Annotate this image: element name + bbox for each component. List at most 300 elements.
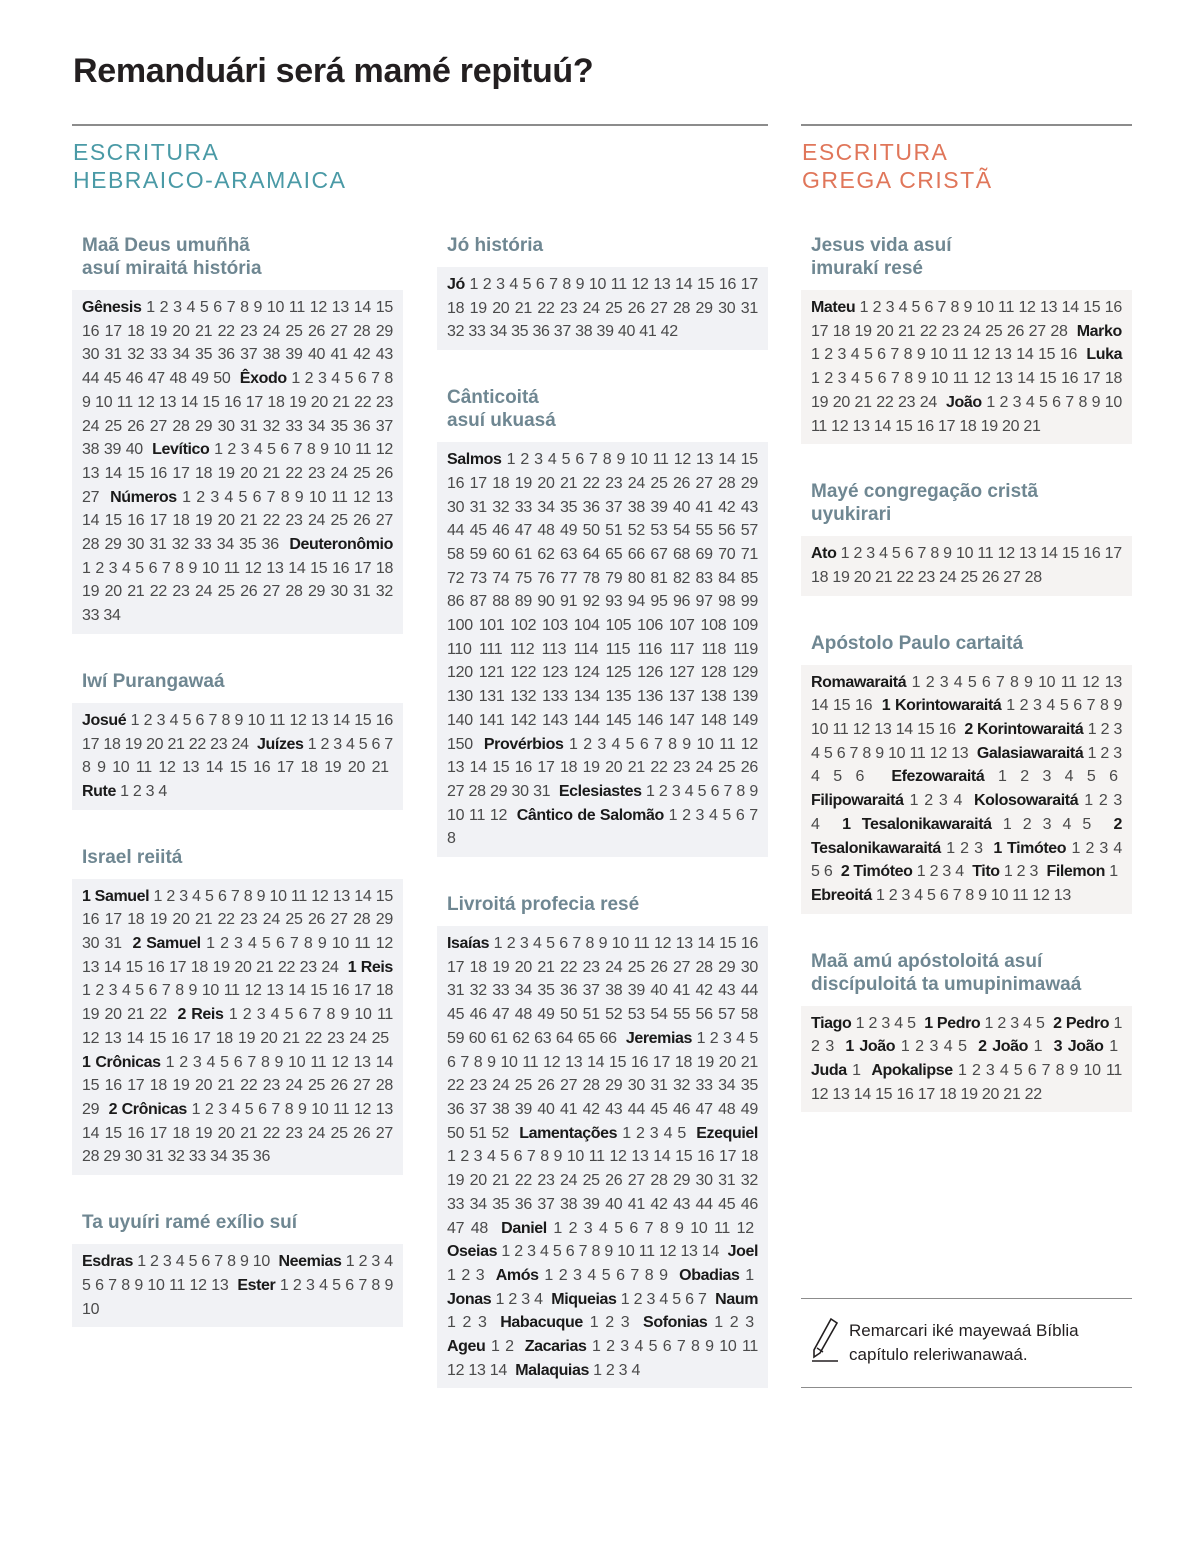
chapter-number[interactable]: 32 (167, 1148, 185, 1166)
chapter-number[interactable]: 32 (492, 498, 510, 516)
chapter-number[interactable]: 1 (745, 1266, 754, 1284)
chapter-number[interactable]: 38 (559, 1195, 578, 1213)
chapter-number[interactable]: 82 (672, 569, 691, 587)
chapter-number[interactable]: 26 (375, 464, 393, 482)
chapter-number[interactable]: 6 (201, 1253, 211, 1271)
chapter-number[interactable]: 26 (353, 1124, 371, 1142)
chapter-number[interactable]: 18 (832, 322, 850, 340)
chapter-number[interactable]: 27 (695, 474, 713, 492)
chapter-number[interactable]: 19 (82, 1006, 100, 1024)
chapter-number[interactable]: 21 (240, 1124, 258, 1142)
chapter-number[interactable]: 20 (194, 1077, 213, 1095)
chapter-number[interactable]: 3 (519, 935, 529, 953)
chapter-number[interactable]: 12 (631, 276, 649, 293)
chapter-number[interactable]: 16 (147, 958, 165, 976)
chapter-number[interactable]: 20 (146, 735, 164, 753)
chapter-number[interactable]: 22 (896, 568, 914, 586)
chapter-number[interactable]: 1 (997, 768, 1007, 786)
chapter-number[interactable]: 18 (127, 911, 145, 929)
chapter-number[interactable]: 1 (291, 370, 300, 388)
chapter-number[interactable]: 1 (696, 1029, 706, 1047)
chapter-number[interactable]: 22 (919, 322, 938, 340)
chapter-number[interactable]: 1 (1109, 1038, 1118, 1056)
chapter-number[interactable]: 3 (695, 806, 705, 824)
chapter-number[interactable]: 5 (1036, 1014, 1045, 1032)
chapter-number[interactable]: 10 (201, 559, 220, 577)
chapter-number[interactable]: 14 (489, 1361, 507, 1379)
chapter-number[interactable]: 1 (1003, 863, 1013, 881)
chapter-number[interactable]: 28 (582, 1077, 600, 1095)
chapter-number[interactable]: 13 (311, 711, 329, 729)
chapter-number[interactable]: 16 (224, 393, 242, 411)
chapter-number[interactable]: 9 (659, 1266, 668, 1284)
chapter-number[interactable]: 6 (252, 488, 262, 506)
chapter-number[interactable]: 9 (978, 886, 987, 904)
chapter-number[interactable]: 9 (875, 744, 884, 762)
chapter-number[interactable]: 41 (695, 498, 713, 516)
chapter-number[interactable]: 11 (652, 451, 669, 469)
chapter-number[interactable]: 6 (275, 935, 285, 953)
chapter-number[interactable]: 28 (353, 911, 371, 929)
chapter-number[interactable]: 7 (917, 545, 927, 563)
chapter-number[interactable]: 37 (537, 1195, 555, 1213)
chapter-number[interactable]: 11 (522, 1053, 539, 1071)
chapter-number[interactable]: 25 (330, 1124, 348, 1142)
chapter-number[interactable]: 28 (353, 322, 371, 340)
chapter-number[interactable]: 1 (875, 886, 885, 904)
chapter-number[interactable]: 9 (234, 711, 244, 729)
chapter-number[interactable]: 21 (559, 474, 578, 492)
chapter-number[interactable]: 5 (811, 863, 820, 881)
chapter-number[interactable]: 1 (811, 370, 820, 388)
chapter-number[interactable]: 89 (514, 593, 532, 611)
chapter-number[interactable]: 2 (204, 1100, 214, 1118)
chapter-number[interactable]: 3 (825, 1038, 834, 1056)
chapter-number[interactable]: 44 (695, 1195, 713, 1213)
chapter-number[interactable]: 7 (460, 1053, 469, 1071)
chapter-number[interactable]: 3 (974, 839, 983, 857)
chapter-number[interactable]: 4 (659, 1290, 669, 1308)
chapter-number[interactable]: 4 (547, 451, 557, 469)
chapter-number[interactable]: 5 (891, 545, 901, 563)
chapter-number[interactable]: 17 (276, 759, 295, 777)
chapter-number[interactable]: 95 (650, 593, 668, 611)
chapter-number[interactable]: 23 (299, 958, 317, 976)
chapter-number[interactable]: 2 (872, 299, 882, 316)
chapter-number[interactable]: 3 (371, 1253, 381, 1271)
chapter-number[interactable]: 40 (650, 982, 668, 1000)
chapter-number[interactable]: 9 (705, 1338, 714, 1356)
chapter-number[interactable]: 13 (994, 346, 1012, 364)
chapter-number[interactable]: 6 (823, 863, 833, 881)
chapter-number[interactable]: 49 (559, 522, 578, 540)
chapter-number[interactable]: 8 (306, 441, 316, 459)
chapter-number[interactable]: 17 (469, 474, 487, 492)
chapter-number[interactable]: 20 (347, 759, 366, 777)
chapter-number[interactable]: 74 (492, 569, 510, 587)
chapter-number[interactable]: 9 (384, 1276, 394, 1294)
chapter-number[interactable]: 10 (617, 1243, 635, 1261)
chapter-number[interactable]: 27 (559, 1077, 578, 1095)
chapter-number[interactable]: 5 (625, 735, 635, 753)
chapter-number[interactable]: 13 (951, 744, 969, 762)
chapter-number[interactable]: 8 (240, 299, 249, 316)
chapter-number[interactable]: 20 (718, 1053, 736, 1071)
chapter-number[interactable]: 42 (582, 1100, 600, 1118)
chapter-number[interactable]: 27 (149, 417, 167, 435)
chapter-number[interactable]: 40 (537, 1100, 555, 1118)
chapter-number[interactable]: 9 (274, 1053, 284, 1071)
chapter-number[interactable]: 18 (190, 958, 209, 976)
chapter-number[interactable]: 5 (199, 299, 209, 316)
chapter-number[interactable]: 6 (1073, 697, 1082, 715)
chapter-number[interactable]: 22 (1024, 1085, 1042, 1103)
chapter-number[interactable]: 20 (469, 1172, 487, 1190)
chapter-number[interactable]: 16 (718, 276, 737, 293)
chapter-number[interactable]: 30 (627, 1077, 645, 1095)
chapter-number[interactable]: 19 (696, 1053, 715, 1071)
chapter-number[interactable]: 19 (469, 299, 487, 317)
chapter-number[interactable]: 6 (217, 887, 227, 905)
chapter-number[interactable]: 49 (740, 1100, 758, 1118)
chapter-number[interactable]: 27 (262, 583, 280, 601)
chapter-number[interactable]: 141 (478, 711, 505, 729)
chapter-number[interactable]: 7 (226, 299, 236, 316)
chapter-number[interactable]: 1 (469, 276, 479, 293)
chapter-number[interactable]: 25 (627, 958, 645, 976)
chapter-number[interactable]: 38 (82, 441, 100, 459)
chapter-number[interactable]: 19 (149, 322, 167, 340)
chapter-number[interactable]: 50 (582, 522, 600, 540)
chapter-number[interactable]: 34 (514, 982, 532, 1000)
chapter-number[interactable]: 3 (939, 673, 949, 691)
chapter-number[interactable]: 1 (191, 1100, 201, 1118)
chapter-number[interactable]: 12 (1018, 299, 1036, 316)
chapter-number[interactable]: 22 (559, 958, 578, 976)
chapter-number[interactable]: 2 (915, 1038, 924, 1056)
chapter-number[interactable]: 28 (672, 299, 691, 317)
chapter-number[interactable]: 6 (575, 451, 584, 469)
chapter-number[interactable]: 21 (854, 393, 872, 411)
chapter-number[interactable]: 21 (127, 1006, 145, 1024)
chapter-number[interactable]: 105 (605, 617, 632, 635)
chapter-number[interactable]: 6 (939, 886, 949, 904)
chapter-number[interactable]: 13 (82, 464, 100, 482)
chapter-number[interactable]: 17 (718, 1148, 737, 1166)
chapter-number[interactable]: 12 (972, 346, 990, 364)
chapter-number[interactable]: 15 (104, 1124, 122, 1142)
chapter-number[interactable]: 17 (447, 958, 465, 976)
chapter-number[interactable]: 36 (559, 982, 578, 1000)
chapter-number[interactable]: 3 (473, 1148, 483, 1166)
chapter-number[interactable]: 2 (227, 441, 236, 459)
chapter-number[interactable]: 4 (169, 711, 179, 729)
chapter-number[interactable]: 113 (541, 640, 567, 658)
chapter-number[interactable]: 1 (493, 935, 503, 953)
chapter-number[interactable]: 66 (627, 545, 645, 563)
chapter-number[interactable]: 26 (627, 299, 645, 317)
chapter-number[interactable]: 3 (938, 792, 948, 810)
chapter-number[interactable]: 35 (239, 536, 257, 554)
chapter-number[interactable]: 99 (740, 593, 758, 611)
chapter-number[interactable]: 45 (469, 522, 487, 540)
chapter-number[interactable]: 34 (307, 417, 326, 435)
chapter-number[interactable]: 13 (1019, 545, 1037, 563)
chapter-number[interactable]: 24 (330, 464, 348, 482)
chapter-number[interactable]: 31 (533, 782, 551, 800)
chapter-number[interactable]: 8 (175, 559, 184, 577)
chapter-number[interactable]: 35 (559, 498, 578, 516)
chapter-number[interactable]: 4 (999, 1062, 1009, 1080)
chapter-number[interactable]: 2 (606, 1338, 615, 1356)
chapter-number[interactable]: 7 (644, 1219, 654, 1237)
chapter-number[interactable]: 44 (627, 1100, 645, 1118)
chapter-number[interactable]: 1 (447, 1314, 456, 1332)
chapter-number[interactable]: 11 (951, 346, 968, 364)
chapter-number[interactable]: 25 (605, 299, 623, 317)
chapter-number[interactable]: 11 (719, 735, 736, 753)
chapter-number[interactable]: 29 (307, 583, 326, 601)
chapter-number[interactable]: 38 (605, 982, 623, 1000)
chapter-number[interactable]: 10 (147, 1276, 165, 1294)
chapter-number[interactable]: 9 (1069, 1062, 1079, 1080)
chapter-number[interactable]: 5 (1059, 697, 1069, 715)
chapter-number[interactable]: 6 (904, 545, 914, 563)
chapter-number[interactable]: 12 (543, 1053, 561, 1071)
chapter-number[interactable]: 28 (172, 417, 190, 435)
chapter-number[interactable]: 41 (559, 1100, 578, 1118)
chapter-number[interactable]: 18 (811, 568, 829, 586)
chapter-number[interactable]: 9 (1091, 393, 1101, 411)
chapter-number[interactable]: 12 (929, 744, 947, 762)
chapter-number[interactable]: 29 (718, 958, 736, 976)
chapter-number[interactable]: 31 (718, 1172, 736, 1190)
chapter-number[interactable]: 26 (537, 1077, 555, 1095)
chapter-number[interactable]: 4 (121, 559, 131, 577)
chapter-number[interactable]: 32 (447, 323, 465, 341)
chapter-number[interactable]: 13 (332, 887, 350, 905)
chapter-number[interactable]: 28 (695, 958, 713, 976)
chapter-number[interactable]: 7 (247, 1053, 256, 1071)
chapter-number[interactable]: 7 (589, 451, 598, 469)
chapter-number[interactable]: 18 (127, 322, 145, 340)
chapter-number[interactable]: 8 (227, 1253, 236, 1271)
chapter-number[interactable]: 1 (1087, 744, 1097, 762)
chapter-number[interactable]: 4 (611, 735, 621, 753)
chapter-number[interactable]: 126 (637, 664, 663, 682)
chapter-number[interactable]: 5 (863, 346, 873, 364)
chapter-number[interactable]: 13 (832, 1085, 850, 1103)
chapter-number[interactable]: 33 (468, 323, 486, 341)
chapter-number[interactable]: 31 (740, 299, 758, 317)
chapter-number[interactable]: 3 (210, 488, 219, 506)
chapter-number[interactable]: 3 (885, 299, 895, 316)
chapter-number[interactable]: 68 (672, 545, 691, 563)
chapter-number[interactable]: 22 (447, 1077, 465, 1095)
chapter-number[interactable]: 5 (1038, 393, 1048, 411)
chapter-number[interactable]: 10 (1083, 1062, 1101, 1080)
chapter-number[interactable]: 146 (637, 711, 663, 729)
chapter-number[interactable]: 18 (375, 559, 394, 577)
chapter-number[interactable]: 16 (447, 474, 465, 492)
chapter-number[interactable]: 69 (695, 545, 713, 563)
chapter-number[interactable]: 59 (469, 545, 487, 563)
chapter-number[interactable]: 24 (194, 583, 213, 601)
chapter-number[interactable]: 39 (650, 498, 668, 516)
chapter-number[interactable]: 14 (1017, 370, 1035, 388)
chapter-number[interactable]: 9 (239, 1253, 249, 1271)
chapter-number[interactable]: 11 (469, 806, 486, 824)
chapter-number[interactable]: 2 (358, 1253, 368, 1271)
chapter-number[interactable]: 25 (650, 474, 668, 492)
chapter-number[interactable]: 71 (740, 545, 758, 563)
chapter-number[interactable]: 85 (740, 569, 758, 587)
chapter-number[interactable]: 1 (1109, 863, 1118, 881)
chapter-number[interactable]: 5 (907, 1014, 916, 1032)
chapter-number[interactable]: 20 (104, 1006, 122, 1024)
chapter-number[interactable]: 5 (911, 299, 921, 316)
chapter-number[interactable]: 48 (718, 1100, 736, 1118)
chapter-number[interactable]: 17 (245, 393, 263, 411)
chapter-number[interactable]: 15 (1083, 299, 1101, 316)
chapter-number[interactable]: 128 (700, 664, 727, 682)
chapter-number[interactable]: 32 (740, 1172, 758, 1190)
chapter-number[interactable]: 35 (330, 417, 348, 435)
chapter-number[interactable]: 18 (959, 417, 977, 435)
chapter-number[interactable]: 19 (324, 759, 342, 777)
chapter-number[interactable]: 41 (672, 982, 691, 1000)
chapter-number[interactable]: 10 (955, 545, 974, 563)
chapter-number[interactable]: 45 (650, 1100, 668, 1118)
chapter-number[interactable]: 3 (985, 1062, 995, 1080)
chapter-number[interactable]: 116 (637, 640, 663, 658)
chapter-number[interactable]: 1 (495, 1290, 505, 1308)
chapter-number[interactable]: 36 (582, 498, 600, 516)
chapter-number[interactable]: 12 (289, 711, 307, 729)
chapter-number[interactable]: 19 (854, 322, 872, 340)
chapter-number[interactable]: 4 (811, 744, 820, 762)
chapter-number[interactable]: 1 (345, 1253, 355, 1271)
chapter-number[interactable]: 4 (1023, 1014, 1032, 1032)
chapter-number[interactable]: 8 (175, 982, 184, 1000)
chapter-number[interactable]: 11 (811, 417, 828, 435)
chapter-number[interactable]: 29 (82, 1100, 100, 1118)
chapter-number[interactable]: 38 (575, 323, 593, 341)
chapter-number[interactable]: 23 (375, 393, 394, 411)
chapter-number[interactable]: 5 (601, 1266, 611, 1284)
chapter-number[interactable]: 16 (630, 1053, 649, 1071)
chapter-number[interactable]: 59 (447, 1029, 465, 1047)
chapter-number[interactable]: 4 (121, 982, 131, 1000)
chapter-number[interactable]: 19 (212, 958, 230, 976)
chapter-number[interactable]: 3 (317, 370, 327, 388)
chapter-number[interactable]: 12 (489, 806, 508, 824)
chapter-number[interactable]: 10 (976, 299, 994, 316)
chapter-number[interactable]: 27 (447, 782, 465, 800)
chapter-number[interactable]: 7 (1086, 697, 1096, 715)
chapter-number[interactable]: 30 (126, 536, 145, 554)
chapter-number[interactable]: 2 (506, 935, 516, 953)
chapter-number[interactable]: 26 (330, 1077, 348, 1095)
chapter-number[interactable]: 1 (984, 1014, 994, 1032)
chapter-number[interactable]: 17 (740, 276, 758, 293)
chapter-number[interactable]: 17 (149, 1124, 167, 1142)
chapter-number[interactable]: 20 (217, 512, 235, 530)
chapter-number[interactable]: 5 (344, 370, 354, 388)
chapter-number[interactable]: 23 (941, 322, 959, 340)
chapter-number[interactable]: 1 (182, 488, 191, 506)
chapter-number[interactable]: 7 (1041, 1062, 1051, 1080)
chapter-number[interactable]: 2 (997, 1014, 1007, 1032)
chapter-number[interactable]: 22 (240, 1077, 258, 1095)
chapter-number[interactable]: 70 (718, 545, 736, 563)
chapter-number[interactable]: 21 (194, 911, 213, 929)
chapter-number[interactable]: 31 (240, 417, 258, 435)
chapter-number[interactable]: 72 (447, 569, 465, 587)
chapter-number[interactable]: 35 (492, 1195, 510, 1213)
chapter-number[interactable]: 21 (194, 322, 213, 340)
chapter-number[interactable]: 46 (740, 1195, 758, 1213)
chapter-number[interactable]: 3 (108, 982, 118, 1000)
chapter-number[interactable]: 64 (582, 545, 600, 563)
chapter-number[interactable]: 26 (240, 583, 258, 601)
chapter-number[interactable]: 21 (282, 1029, 300, 1047)
chapter-number[interactable]: 8 (591, 1243, 601, 1261)
chapter-number[interactable]: 148 (700, 711, 727, 729)
chapter-number[interactable]: 46 (125, 370, 143, 388)
chapter-number[interactable]: 3 (108, 559, 118, 577)
chapter-number[interactable]: 14 (1061, 299, 1079, 316)
chapter-number[interactable]: 22 (149, 583, 167, 601)
chapter-number[interactable]: 98 (718, 593, 736, 611)
chapter-number[interactable]: 7 (849, 744, 859, 762)
chapter-number[interactable]: 25 (285, 322, 303, 340)
chapter-number[interactable]: 91 (559, 593, 578, 611)
chapter-number[interactable]: 19 (811, 393, 829, 411)
chapter-number[interactable]: 13 (874, 721, 892, 739)
chapter-number[interactable]: 31 (469, 498, 487, 516)
chapter-number[interactable]: 1 (553, 1219, 562, 1237)
chapter-number[interactable]: 50 (213, 370, 231, 388)
chapter-number[interactable]: 6 (685, 1290, 694, 1308)
chapter-number[interactable]: 90 (537, 593, 555, 611)
chapter-number[interactable]: 28 (375, 1077, 393, 1095)
chapter-number[interactable]: 3 (1113, 744, 1122, 762)
chapter-number[interactable]: 10 (566, 1148, 585, 1166)
chapter-number[interactable]: 60 (468, 1029, 486, 1047)
chapter-number[interactable]: 19 (492, 958, 510, 976)
chapter-number[interactable]: 4 (894, 1014, 903, 1032)
chapter-number[interactable]: 20 (492, 299, 510, 317)
chapter-number[interactable]: 17 (353, 982, 372, 1000)
chapter-number[interactable]: 2 (658, 782, 668, 800)
chapter-number[interactable]: 19 (980, 417, 998, 435)
chapter-number[interactable]: 12 (353, 488, 371, 506)
chapter-number[interactable]: 9 (575, 276, 585, 293)
chapter-number[interactable]: 7 (214, 1253, 223, 1271)
chapter-number[interactable]: 17 (353, 559, 372, 577)
chapter-number[interactable]: 131 (478, 688, 505, 706)
chapter-number[interactable]: 36 (252, 1148, 271, 1166)
chapter-number[interactable]: 132 (510, 688, 537, 706)
chapter-number[interactable]: 54 (672, 522, 691, 540)
chapter-number[interactable]: 1 (592, 1338, 601, 1356)
chapter-number[interactable]: 14 (895, 721, 913, 739)
chapter-number[interactable]: 18 (674, 1053, 693, 1071)
chapter-number[interactable]: 18 (103, 735, 121, 753)
chapter-number[interactable]: 20 (172, 911, 190, 929)
chapter-number[interactable]: 51 (605, 522, 623, 540)
